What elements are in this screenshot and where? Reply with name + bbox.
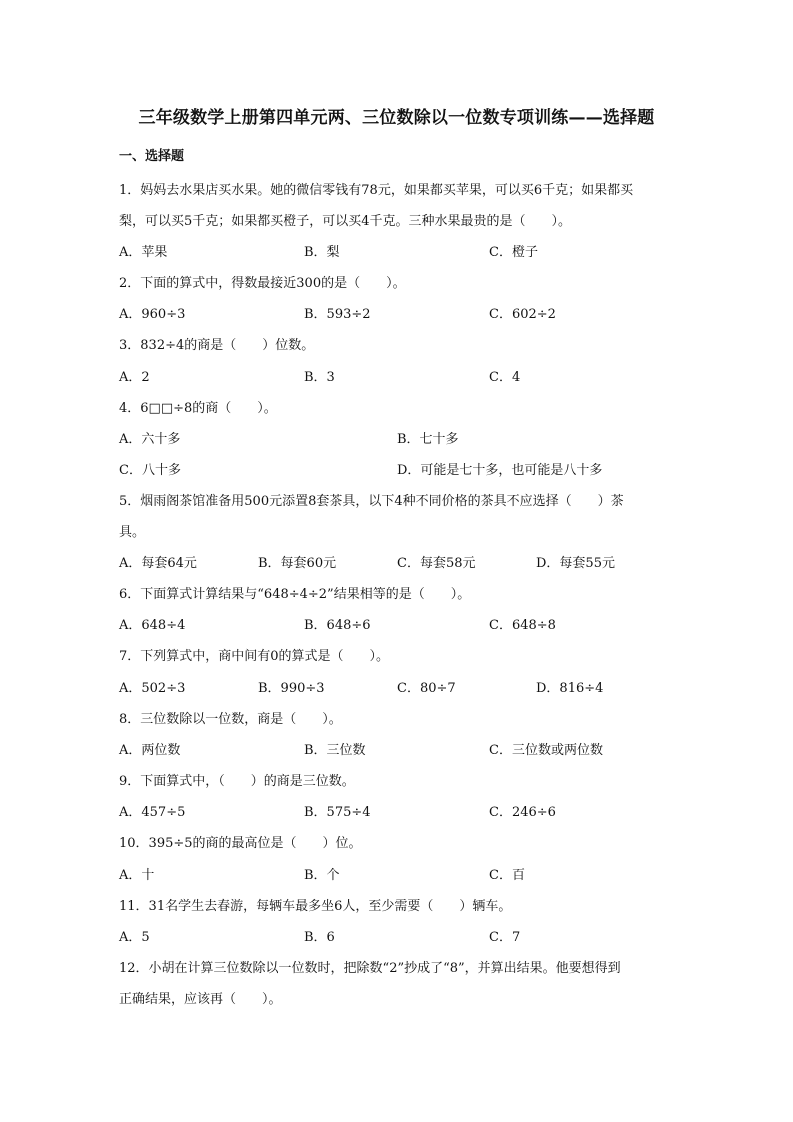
- question-10-line-1: 10．395÷5的商的最高位是（ ）位。: [119, 836, 362, 851]
- question-5-line-1: 5．烟雨阁茶馆准备用500元添置8套茶具，以下4种不同价格的茶具不应选择（ ）茶: [119, 494, 624, 509]
- q4-option-d: D．可能是七十多，也可能是八十多: [397, 463, 603, 478]
- q4-option-b: B．七十多: [397, 432, 459, 447]
- question-1-line-2: 梨，可以买5千克；如果都买橙子，可以买4千克。三种水果最贵的是（ ）。: [119, 214, 572, 229]
- q1-option-c: C．橙子: [489, 245, 538, 260]
- question-8-line-1: 8．三位数除以一位数，商是（ ）。: [119, 712, 342, 727]
- q2-option-a: A．960÷3: [119, 307, 186, 322]
- q4-option-a: A．六十多: [119, 432, 181, 447]
- q2-option-c: C．602÷2: [489, 307, 556, 322]
- q1-option-a: A．苹果: [119, 245, 168, 260]
- q8-option-b: B．三位数: [304, 743, 366, 758]
- q8-option-c: C．三位数或两位数: [489, 743, 603, 758]
- q6-option-a: A．648÷4: [119, 618, 186, 633]
- question-11-line-1: 11．31名学生去春游，每辆车最多坐6人，至少需要（ ）辆车。: [119, 899, 512, 914]
- q8-option-a: A．两位数: [119, 743, 181, 758]
- question-2-line-1: 2．下面的算式中，得数最接近300的是（ ）。: [119, 276, 406, 291]
- q9-option-a: A．457÷5: [119, 805, 186, 820]
- question-12-line-2: 正确结果，应该再（ ）。: [119, 992, 282, 1007]
- q2-option-b: B．593÷2: [304, 307, 371, 322]
- q6-option-b: B．648÷6: [304, 618, 371, 633]
- question-3-line-1: 3．832÷4的商是（ ）位数。: [119, 338, 315, 353]
- q11-option-c: C．7: [489, 930, 521, 945]
- question-6-line-1: 6．下面算式计算结果与“648÷4÷2”结果相等的是（ ）。: [119, 587, 471, 602]
- q4-option-c: C．八十多: [119, 463, 181, 478]
- q11-option-b: B．6: [304, 930, 335, 945]
- page-title: 三年级数学上册第四单元两、三位数除以一位数专项训练——选择题: [138, 108, 655, 128]
- question-9-line-1: 9．下面算式中，（ ）的商是三位数。: [119, 774, 355, 789]
- question-4-line-1: 4．6□□÷8的商（ ）。: [119, 401, 277, 416]
- q5-option-b: B．每套60元: [258, 556, 337, 571]
- question-1-line-1: 1．妈妈去水果店买水果。她的微信零钱有78元，如果都买苹果，可以买6千克；如果都买: [119, 183, 634, 198]
- q3-option-a: A．2: [119, 370, 150, 385]
- q5-option-d: D．每套55元: [536, 556, 615, 571]
- q5-option-c: C．每套58元: [397, 556, 476, 571]
- q7-option-d: D．816÷4: [536, 681, 604, 696]
- q3-option-c: C．4: [489, 370, 521, 385]
- q7-option-b: B．990÷3: [258, 681, 325, 696]
- question-7-line-1: 7．下列算式中，商中间有0的算式是（ ）。: [119, 649, 390, 664]
- q6-option-c: C．648÷8: [489, 618, 556, 633]
- q1-option-b: B．梨: [304, 245, 340, 260]
- q9-option-b: B．575÷4: [304, 805, 371, 820]
- q11-option-a: A．5: [119, 930, 150, 945]
- q9-option-c: C．246÷6: [489, 805, 556, 820]
- q7-option-c: C．80÷7: [397, 681, 456, 696]
- q3-option-b: B．3: [304, 370, 335, 385]
- q10-option-b: B．个: [304, 868, 340, 883]
- question-12-line-1: 12．小胡在计算三位数除以一位数时，把除数“2”抄成了“8”，并算出结果。他要想得到: [119, 961, 621, 976]
- q7-option-a: A．502÷3: [119, 681, 186, 696]
- section-heading: 一、选择题: [119, 149, 185, 164]
- q10-option-c: C．百: [489, 868, 525, 883]
- q10-option-a: A．十: [119, 868, 155, 883]
- question-5-line-2: 具。: [119, 525, 146, 540]
- q5-option-a: A．每套64元: [119, 556, 197, 571]
